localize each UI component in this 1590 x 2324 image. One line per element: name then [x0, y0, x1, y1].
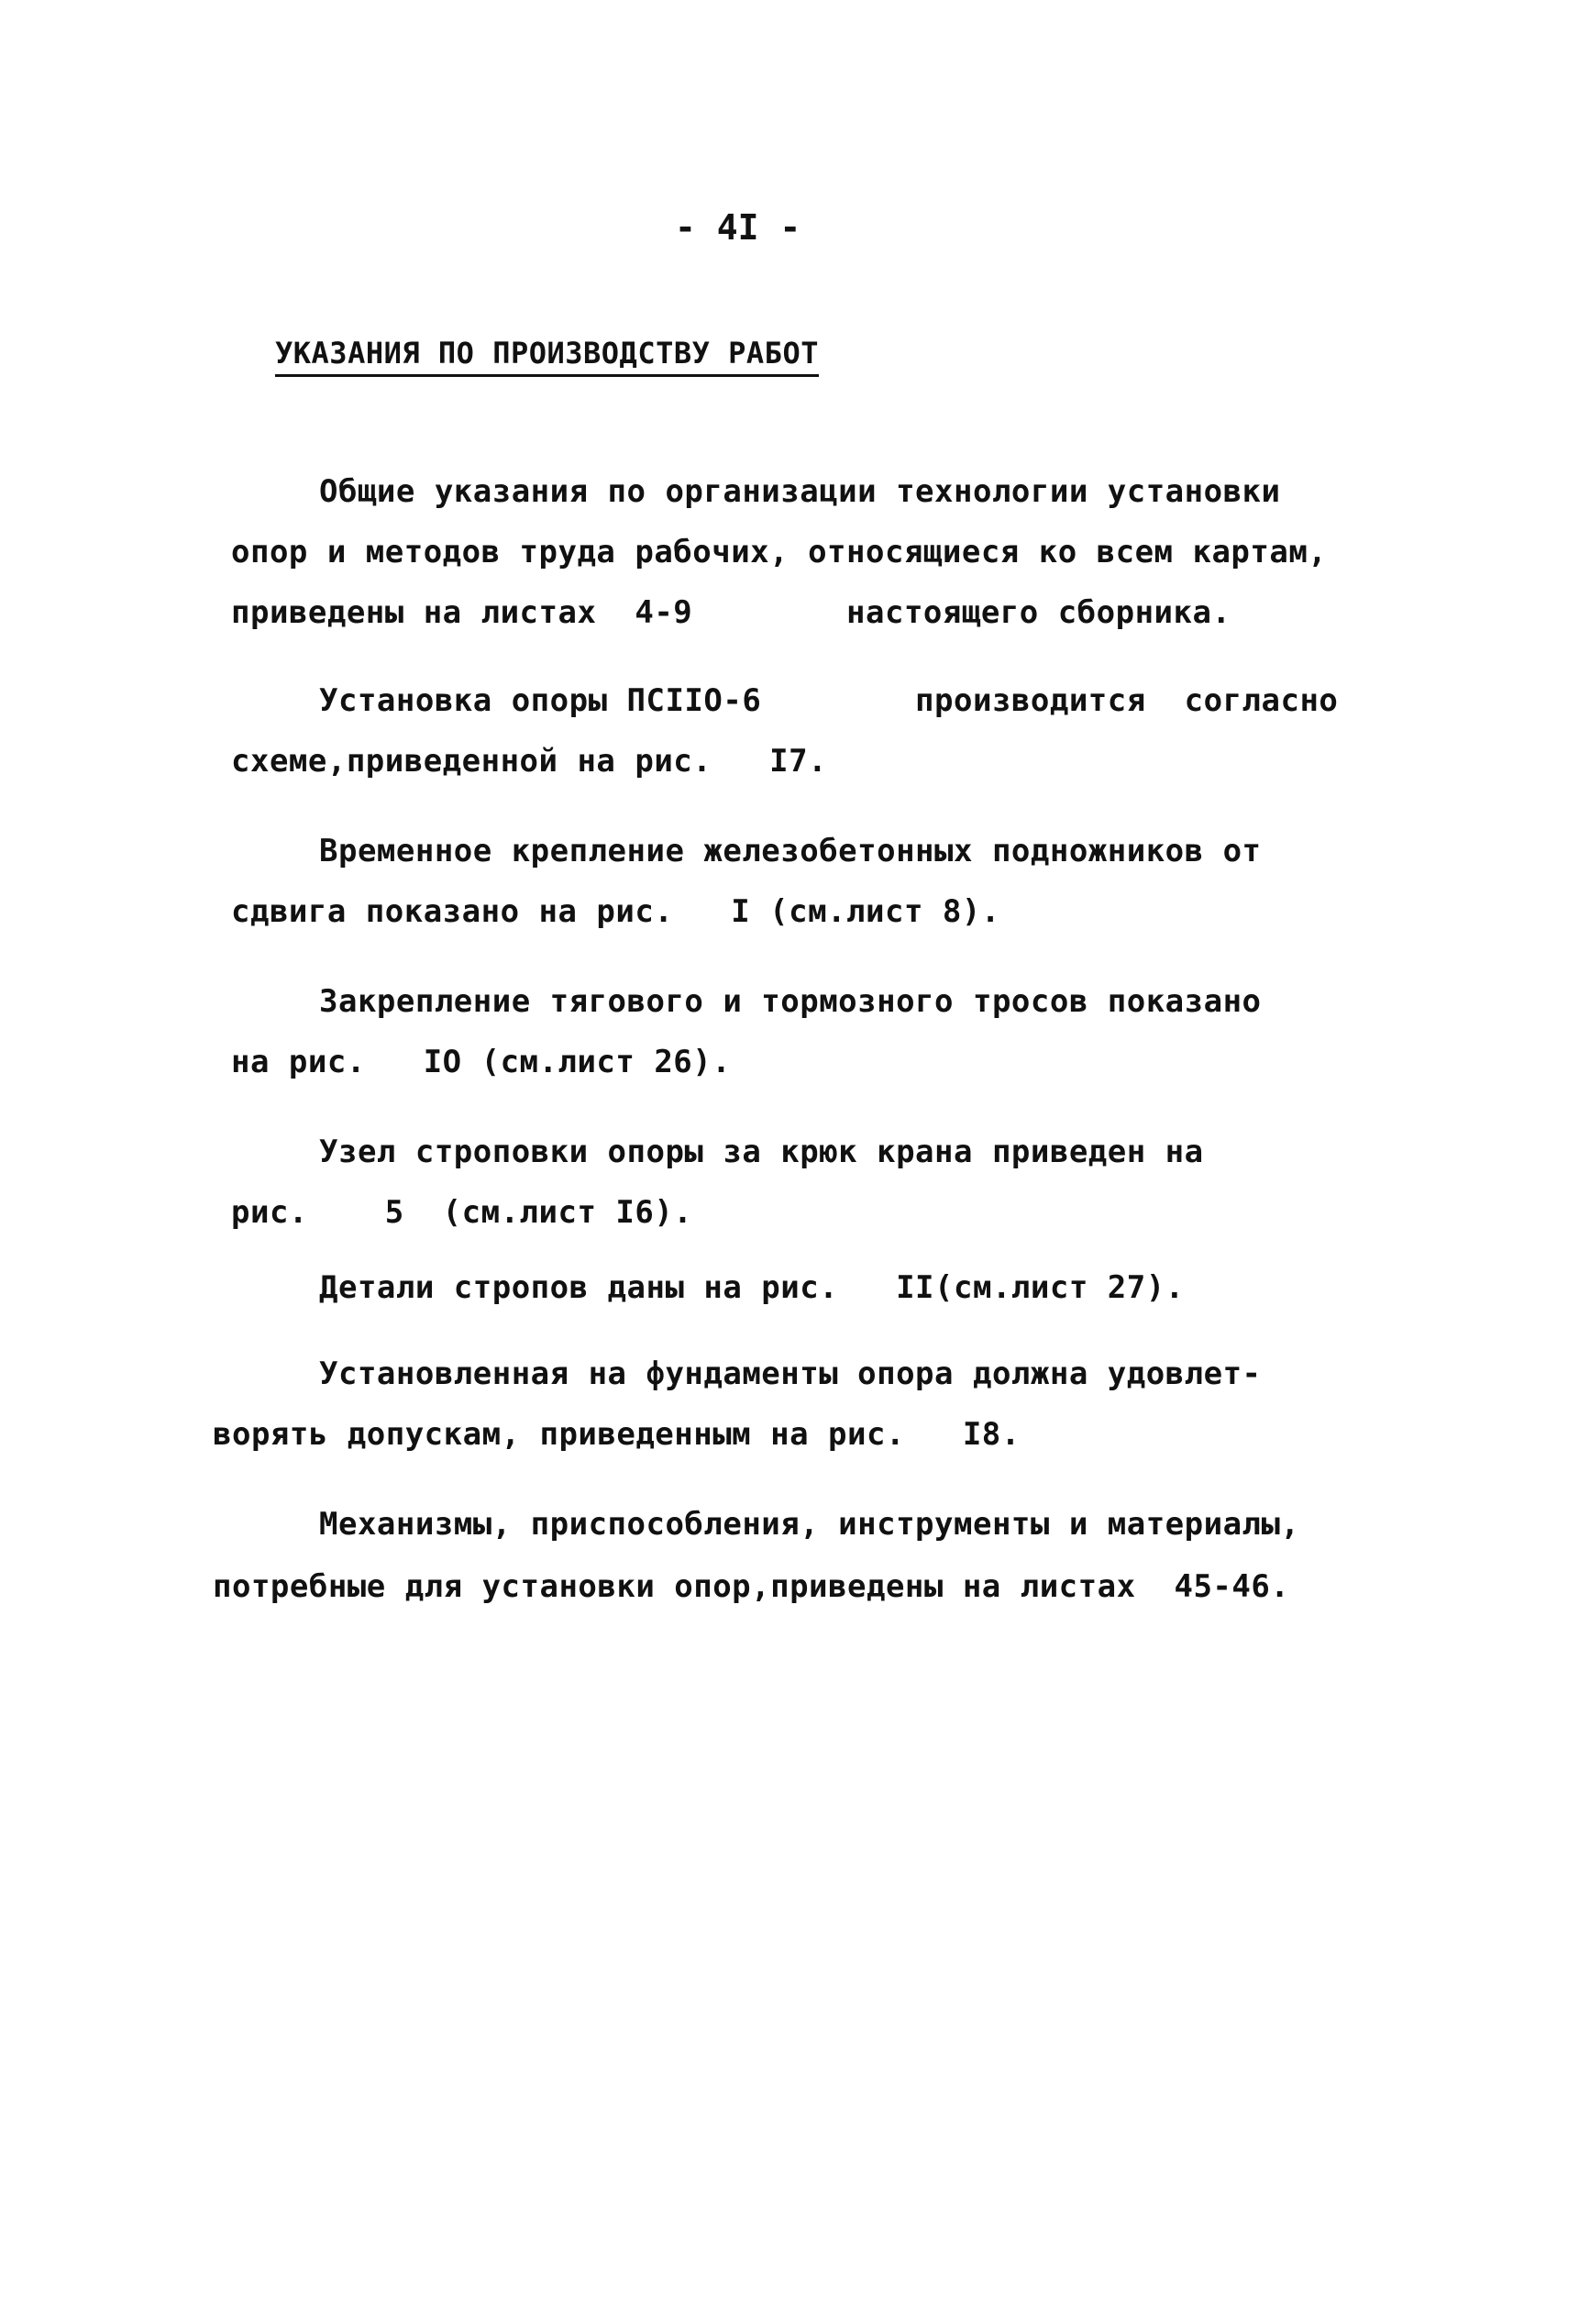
- paragraph-5-line-2: рис. 5 (см.лист I6).: [231, 1194, 693, 1231]
- section-heading: УКАЗАНИЯ ПО ПРОИЗВОДСТВУ РАБОТ: [275, 336, 819, 377]
- paragraph-8-line-2: потребные для установки опор,приведены на листах 45-46.: [213, 1568, 1290, 1605]
- paragraph-1-line-2: опор и методов труда рабочих, относящиеся ко всем картам,: [231, 534, 1328, 570]
- paragraph-7-line-2: ворять допускам, приведенным на рис. I8.: [213, 1416, 1021, 1453]
- paragraph-4-line-2: на рис. IO (см.лист 26).: [231, 1044, 732, 1080]
- paragraph-4-line-1: Закрепление тягового и тормозного тросов показано: [319, 983, 1262, 1020]
- paragraph-2-line-2: схеме,приведенной на рис. I7.: [231, 743, 828, 780]
- paragraph-5-line-1: Узел строповки опоры за крюк крана приведен на: [319, 1134, 1204, 1170]
- paragraph-1-line-3: приведены на листах 4-9 настоящего сборника.: [231, 594, 1231, 631]
- paragraph-8-line-1: Механизмы, приспособления, инструменты и материалы,: [319, 1506, 1300, 1543]
- paragraph-3-line-1: Временное крепление железобетонных подножников от: [319, 833, 1262, 869]
- paragraph-2-line-1: Установка опоры ПСIIО-6 производится согласно: [319, 682, 1339, 719]
- paragraph-7-line-1: Установленная на фундаменты опора должна удовлет-: [319, 1356, 1262, 1392]
- paragraph-6-line-1: Детали стропов даны на рис. II(см.лист 27).: [319, 1269, 1185, 1306]
- page-number: - 4I -: [675, 207, 801, 248]
- paragraph-1-line-1: Общие указания по организации технологии установки: [319, 473, 1281, 510]
- paragraph-3-line-2: сдвига показано на рис. I (см.лист 8).: [231, 893, 1000, 930]
